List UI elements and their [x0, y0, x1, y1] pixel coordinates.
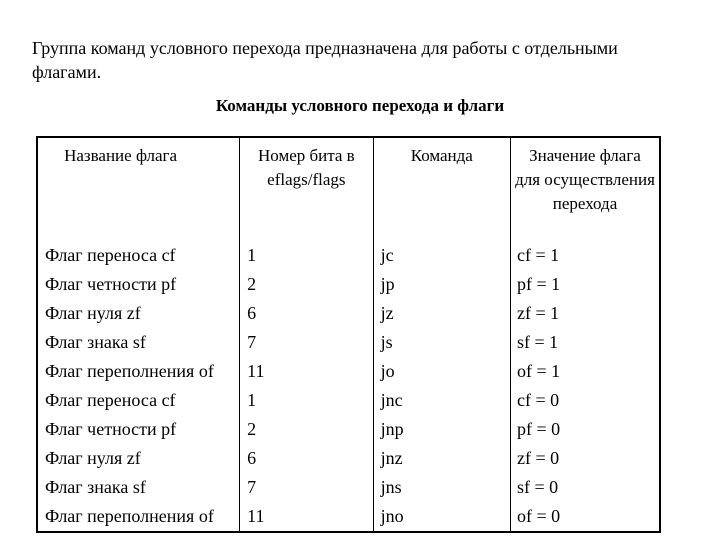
- command-cell: jz: [373, 299, 510, 328]
- command-cell: jnp: [373, 415, 510, 444]
- command-cell: jo: [373, 357, 510, 386]
- table-row: [37, 299, 660, 328]
- flag-value-cell: cf = 1: [517, 245, 560, 265]
- column-header-flag-value: Значение флага для осуществления перехода: [515, 146, 655, 213]
- bit-number-cell: 2: [240, 270, 373, 299]
- flag-value-cell: pf = 0: [517, 419, 561, 439]
- bit-number-cell: 6: [240, 444, 373, 473]
- table-row: [37, 502, 660, 532]
- flag-name-cell: Флаг переноса cf: [37, 386, 240, 415]
- flag-value-cell: of = 0: [517, 506, 561, 526]
- flag-value-cell: cf = 0: [517, 390, 560, 410]
- flag-name-cell: Флаг переноса cf: [37, 241, 240, 270]
- command-cell: jnc: [373, 386, 510, 415]
- bit-number-cell: 6: [240, 299, 373, 328]
- table-row: [37, 328, 660, 357]
- command-cell: jnz: [373, 444, 510, 473]
- bit-number-cell: 7: [240, 328, 373, 357]
- command-cell: js: [373, 328, 510, 357]
- flag-name-cell: Флаг четности pf: [37, 270, 240, 299]
- flag-value-cell: sf = 0: [517, 477, 559, 497]
- table-row: [37, 444, 660, 473]
- column-header-command: Команда: [373, 137, 510, 241]
- flag-value-cell: pf = 1: [517, 274, 561, 294]
- table-row: [37, 473, 660, 502]
- flag-name-cell: Флаг знака sf: [37, 473, 240, 502]
- column-header-bit-number: Номер бита в eflags/flags: [240, 137, 373, 241]
- bit-number-cell: 11: [240, 357, 373, 386]
- table-title: Команды условного перехода и флаги: [215, 96, 505, 115]
- table-row: [37, 386, 660, 415]
- flag-name-cell: Флаг знака sf: [37, 328, 240, 357]
- table-row: [37, 415, 660, 444]
- flag-value-cell: zf = 0: [517, 448, 560, 468]
- intro-paragraph: Группа команд условного перехода предназначена для работы с отдельными флагами.: [32, 38, 618, 82]
- flag-name-cell: Флаг переполнения of: [37, 502, 240, 532]
- flag-name-cell: Флаг четности pf: [37, 415, 240, 444]
- bit-number-cell: 1: [240, 241, 373, 270]
- table-row: [37, 241, 660, 270]
- command-cell: jc: [373, 241, 510, 270]
- flag-name-cell: Флаг переполнения of: [37, 357, 240, 386]
- table-row: [37, 357, 660, 386]
- flag-value-cell: sf = 1: [517, 332, 559, 352]
- table-header-row: [37, 137, 660, 241]
- column-header-flag-name: Название флага: [37, 137, 240, 241]
- flags-table: [36, 136, 661, 533]
- flag-name-cell: Флаг нуля zf: [37, 444, 240, 473]
- flag-value-cell: of = 1: [517, 361, 561, 381]
- bit-number-cell: 1: [240, 386, 373, 415]
- command-cell: jp: [373, 270, 510, 299]
- command-cell: jns: [373, 473, 510, 502]
- bit-number-cell: 2: [240, 415, 373, 444]
- bit-number-cell: 11: [240, 502, 373, 532]
- flag-name-cell: Флаг нуля zf: [37, 299, 240, 328]
- bit-number-cell: 7: [240, 473, 373, 502]
- command-cell: jno: [373, 502, 510, 532]
- flag-value-cell: zf = 1: [517, 303, 560, 323]
- table-row: [37, 270, 660, 299]
